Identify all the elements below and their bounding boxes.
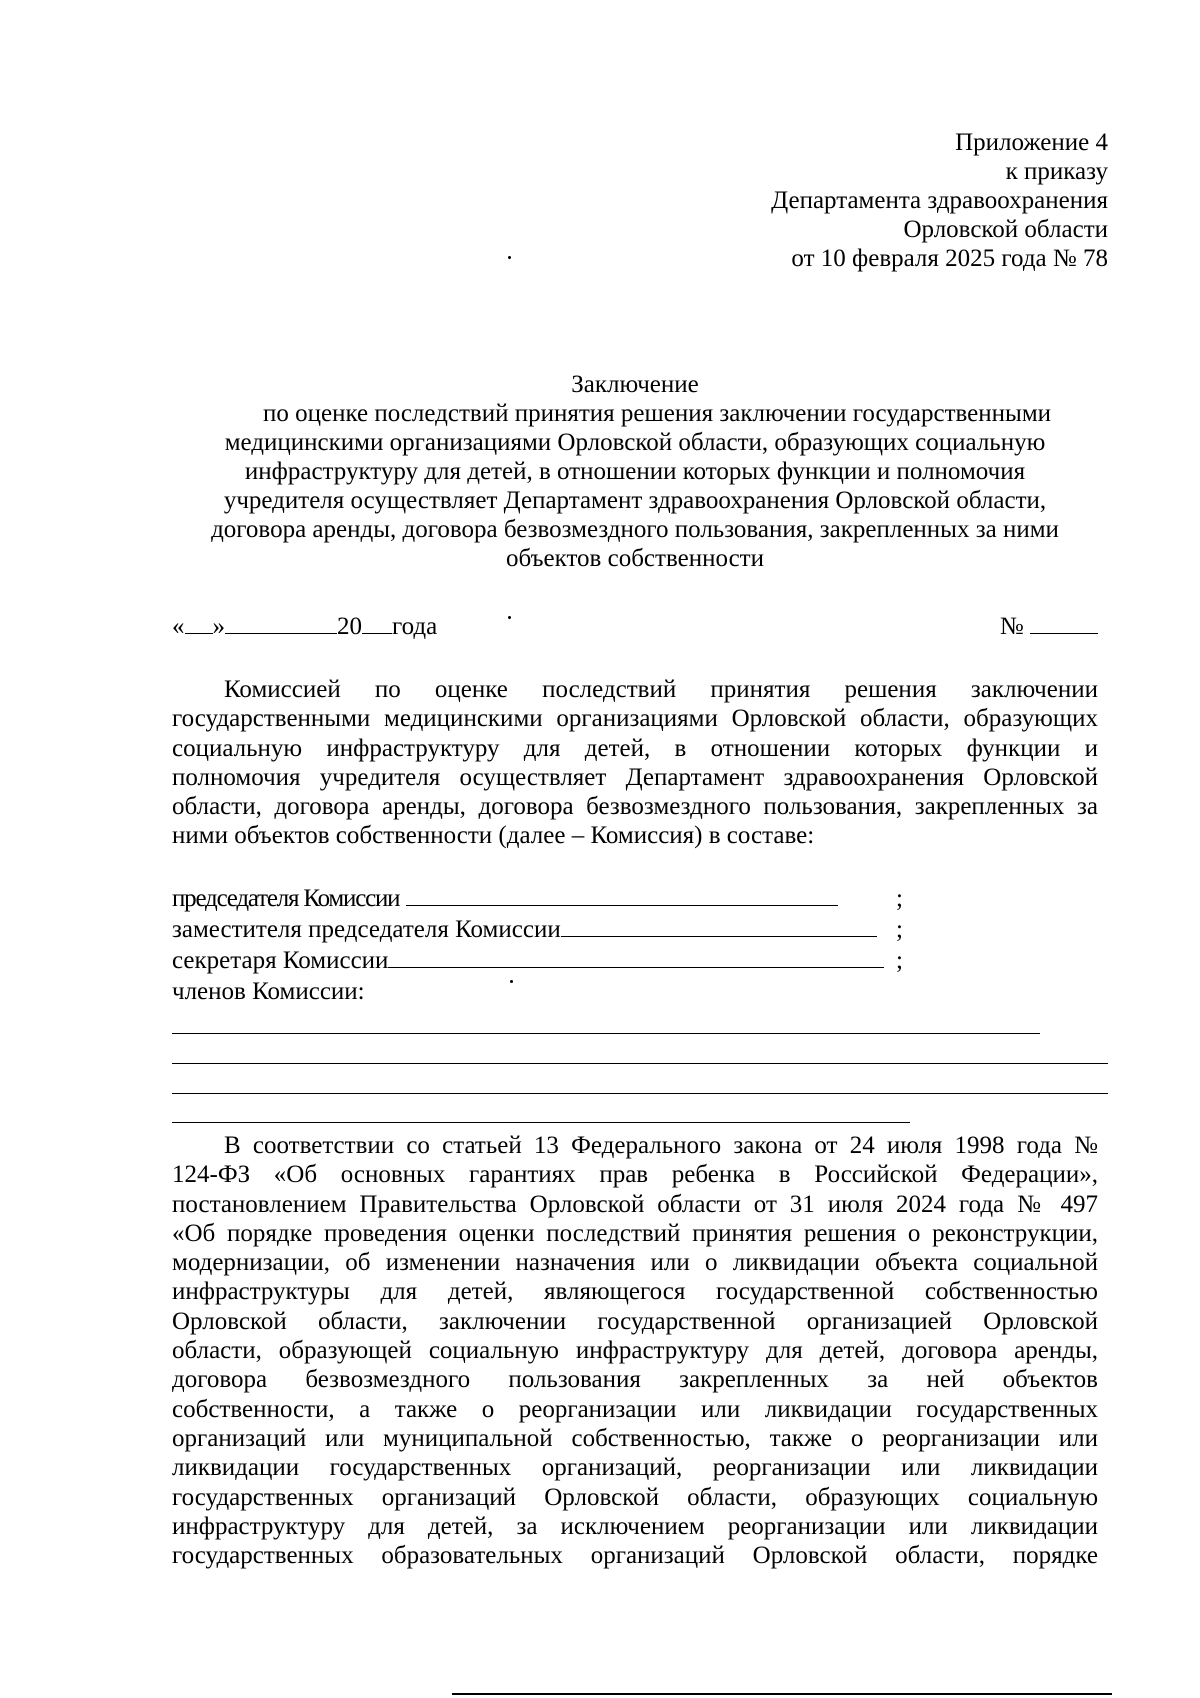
paragraph-line: 124-ФЗ «Об основных гарантиях прав ребенка в Российской Федерации», — [172, 1161, 1098, 1189]
member-blank-line — [172, 1122, 910, 1123]
day-blank — [185, 613, 213, 634]
document-number — [1000, 612, 1098, 641]
paragraph-line: Комиссией по оценке последствий принятия решения заключении — [224, 676, 1098, 703]
deputy-label: заместителя председателя Комиссии — [172, 916, 561, 943]
paragraph-line: постановлением Правительства Орловской области от 31 июля 2024 года № 497 — [172, 1190, 1098, 1218]
number-blank — [1030, 613, 1098, 634]
semicolon: ; — [896, 916, 903, 943]
title-heading: Заключение — [571, 371, 699, 398]
appendix-line: от 10 февраля 2025 года № 78 — [791, 245, 1108, 272]
title-line: договора аренды, договора безвозмездного пользования, закрепленных за ними — [211, 516, 1059, 543]
scan-speck — [508, 256, 511, 259]
commission-composition — [172, 883, 1098, 1007]
paragraph-line: инфраструктуру для детей, за исключением реорганизации или ликвидации — [172, 1512, 1098, 1540]
title-line: объектов собственности — [506, 545, 764, 572]
title-line: учредителя осуществляет Департамент здравоохранения Орловской области, — [223, 487, 1047, 514]
paragraph-line: полномочия учредителя осуществляет Департамент здравоохранения Орловской — [172, 763, 1098, 791]
number-sign: № — [999, 613, 1024, 640]
paragraph-line: «Об порядке проведения оценки последствий принятия решения о реконструкции, — [172, 1219, 1098, 1247]
title-line: медицинскими организациями Орловской области, образующих социальную — [224, 429, 1046, 456]
year-prefix: 20 — [337, 613, 362, 640]
paragraph-line: собственности, а также о реорганизации или ликвидации государственных — [172, 1395, 1098, 1423]
paragraph-line: государственных организаций Орловской области, образующих социальную — [172, 1483, 1098, 1511]
secretary-row — [172, 945, 1098, 976]
paragraph-line: договора безвозмездного пользования закрепленных за ней объектов — [172, 1366, 1098, 1394]
paragraph-line: инфраструктуры для детей, являющегося государственной собственностью — [172, 1278, 1098, 1306]
date-open-quote: « — [172, 613, 185, 640]
paragraph-line: государственными медицинскими организациями Орловской области, образующих — [172, 705, 1098, 733]
chair-row — [172, 883, 1098, 914]
appendix-line: к приказу — [1005, 158, 1108, 185]
paragraph-line: ликвидации государственных организаций, реорганизации или ликвидации — [172, 1454, 1098, 1482]
members-label: членов Комиссии: — [172, 978, 365, 1005]
appendix-line: Приложение 4 — [955, 129, 1108, 156]
chair-blank — [406, 883, 838, 906]
member-blank-line — [172, 1063, 1108, 1064]
paragraph-line: области, договора аренды, договора безвозмездного пользования, закрепленных за — [172, 793, 1098, 821]
date-number-row — [172, 612, 1098, 641]
paragraph-line: государственных образовательных организаций Орловской области, порядке — [172, 1542, 1098, 1570]
chair-label: председателя Комиссии — [172, 885, 400, 912]
secretary-label: секретаря Комиссии — [172, 947, 389, 974]
paragraph-line: ними объектов собственности (далее – Комиссия) в составе: — [172, 822, 815, 850]
title-line: инфраструктуру для детей, в отношении которых функции и полномочия — [244, 458, 1026, 485]
paragraph-line: Орловской области, заключении государственной организацией Орловской — [172, 1307, 1098, 1335]
document-title — [172, 370, 1098, 573]
commission-paragraph — [172, 675, 1098, 851]
deputy-row — [172, 914, 1098, 945]
title-line: по оценке последствий принятия решения заключении государственными — [262, 400, 1052, 427]
page-bottom-rule — [452, 1693, 1112, 1695]
semicolon: ; — [896, 885, 903, 912]
scan-speck — [510, 980, 513, 983]
members-row — [172, 976, 1098, 1007]
date-close-quote: » — [212, 613, 225, 640]
month-blank — [225, 613, 337, 634]
year-blank — [362, 613, 392, 634]
paragraph-line: области, образующей социальную инфраструктуру для детей, договора аренды, — [172, 1337, 1098, 1365]
member-blank-line — [172, 1033, 1040, 1034]
paragraph-line: В соответствии со статьей 13 Федерального закона от 24 июля 1998 года № — [224, 1132, 1098, 1159]
paragraph-line: модернизации, об изменении назначения или о ликвидации объекта социальной — [172, 1249, 1098, 1277]
paragraph-line: социальную инфраструктуру для детей, в отношении которых функции и — [172, 734, 1098, 762]
legal-basis-paragraph — [172, 1131, 1098, 1570]
appendix-header — [771, 128, 1108, 273]
scan-speck — [508, 616, 511, 619]
semicolon: ; — [896, 947, 903, 974]
year-word: года — [392, 613, 438, 640]
member-blank-line — [172, 1093, 1108, 1094]
deputy-blank — [561, 914, 877, 937]
secretary-blank — [388, 945, 884, 968]
paragraph-line: организаций или муниципальной собственностью, также о реорганизации или — [172, 1424, 1098, 1452]
appendix-line: Орловской области — [903, 216, 1108, 243]
appendix-line: Департамента здравоохранения — [771, 187, 1108, 214]
